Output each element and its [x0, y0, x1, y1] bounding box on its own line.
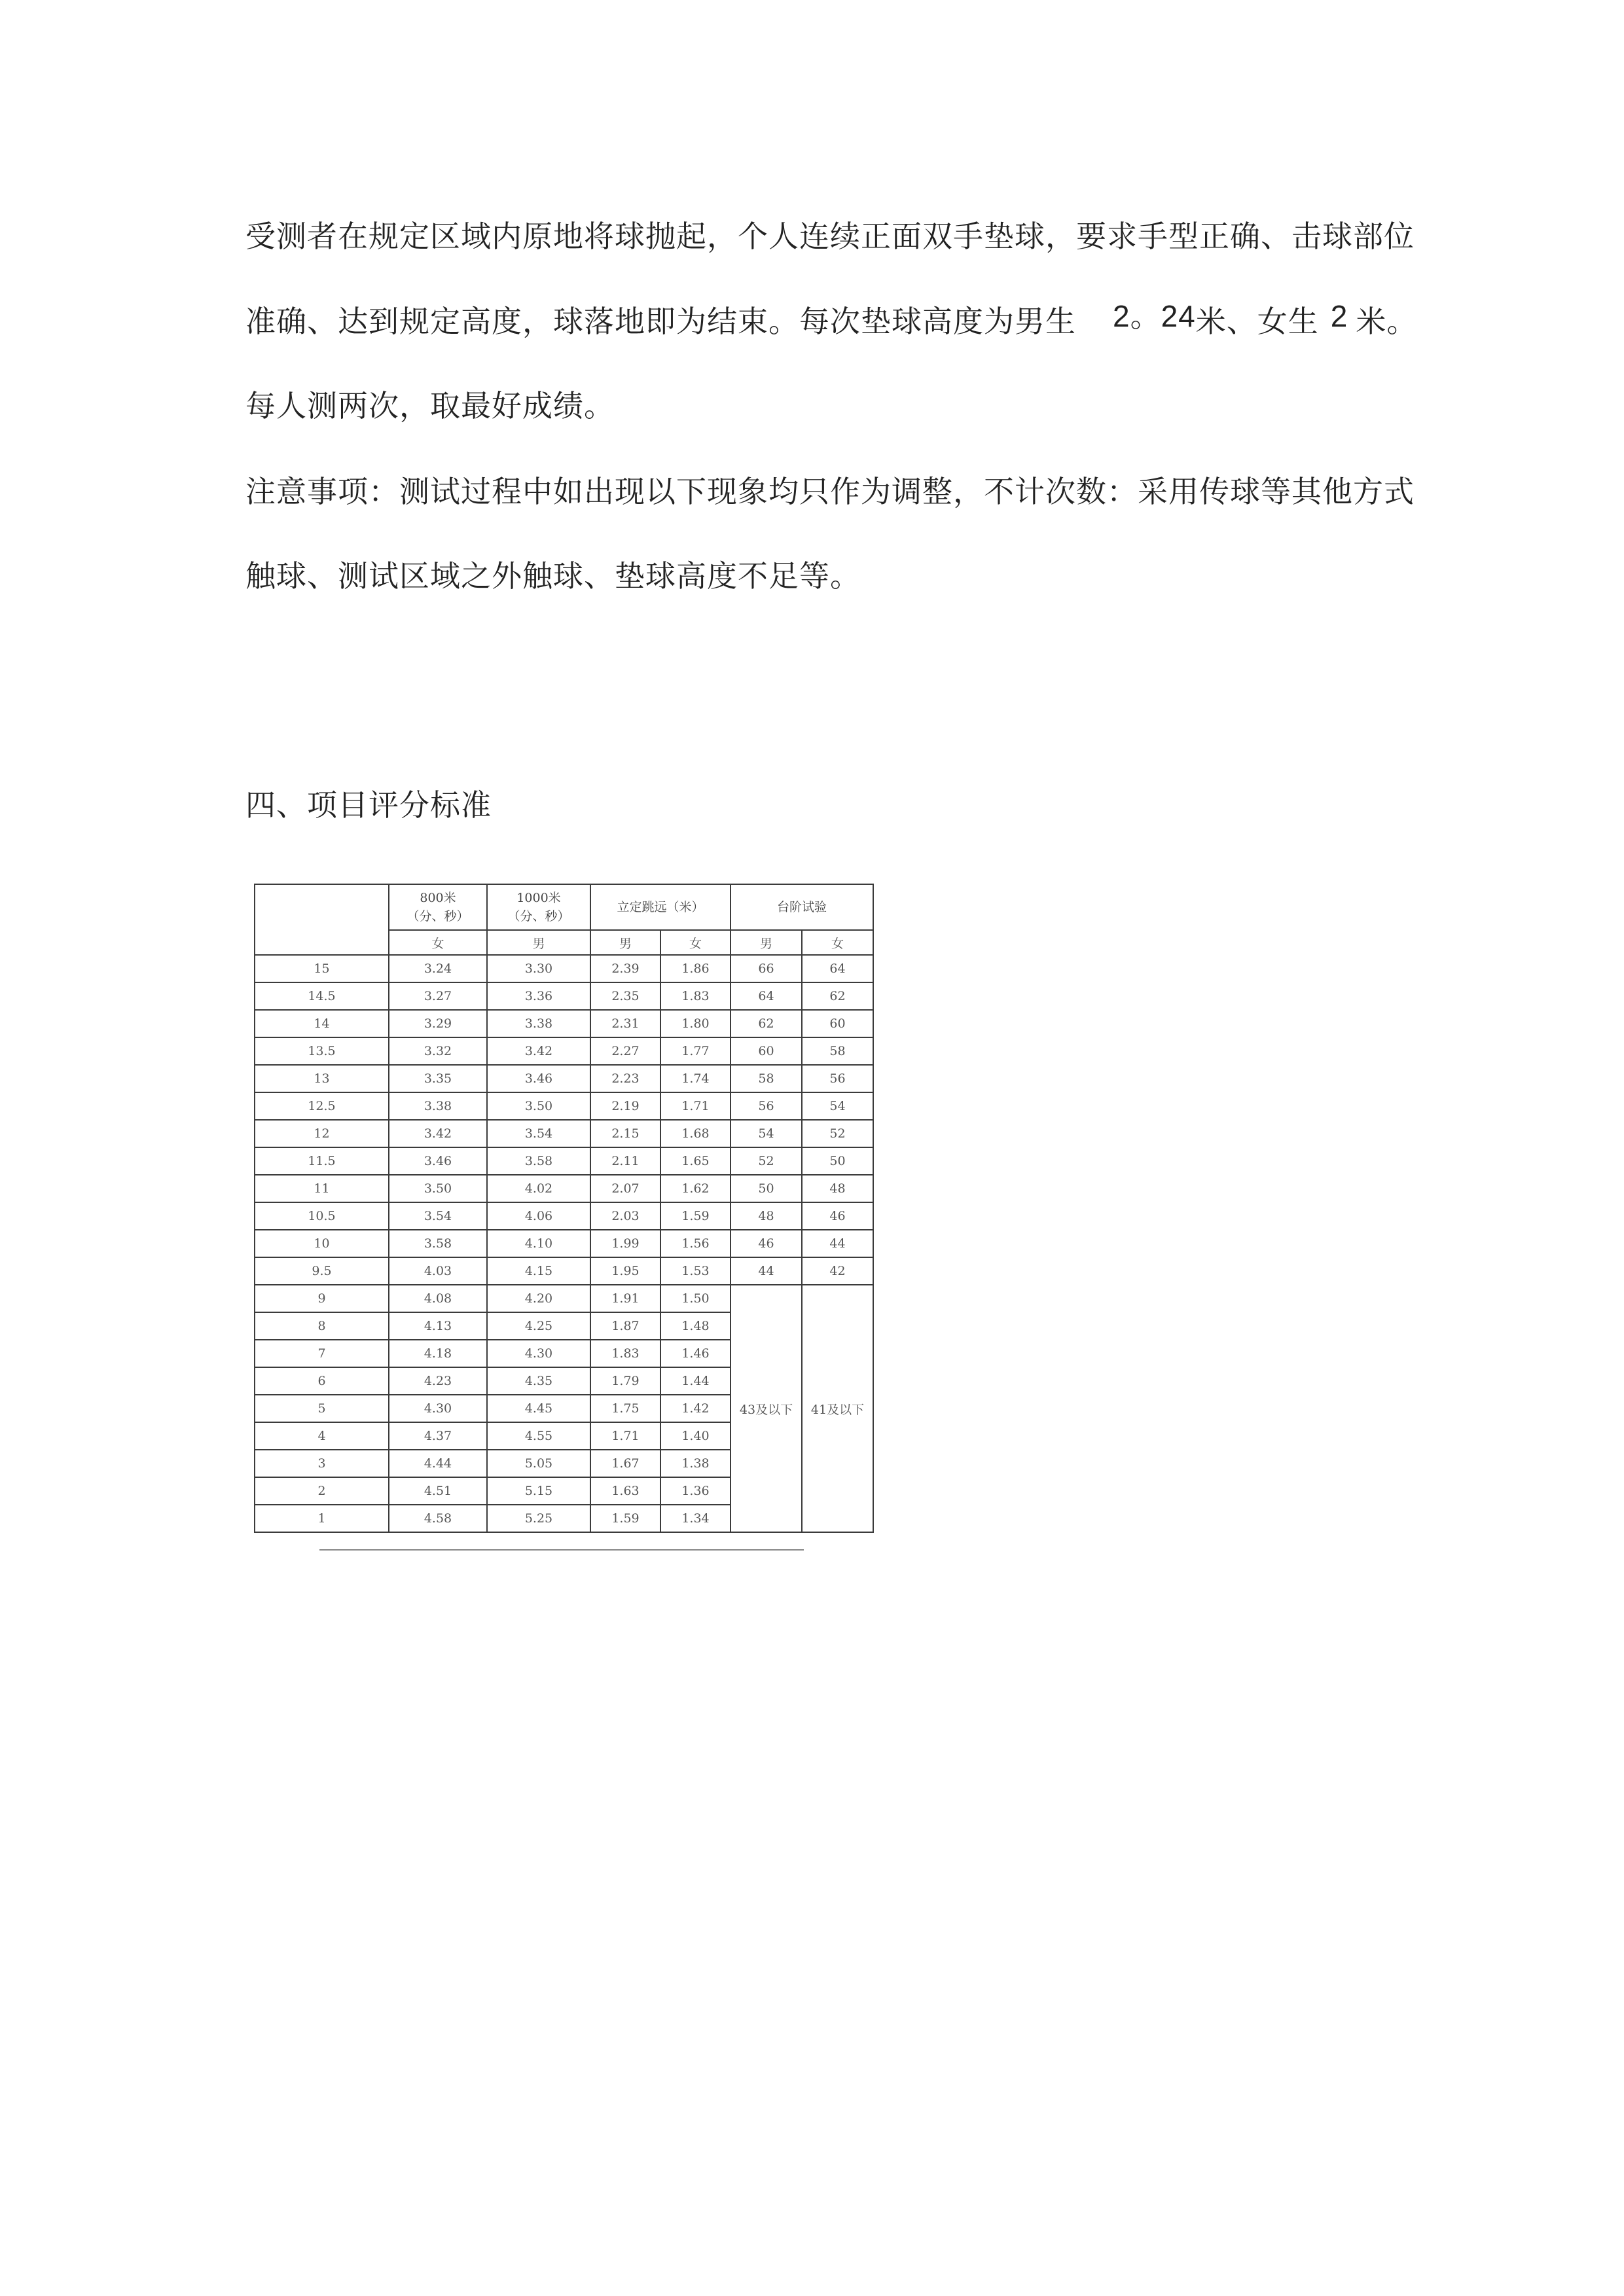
cell-step-male: 62 — [731, 1010, 802, 1037]
cell-step-male: 50 — [731, 1175, 802, 1202]
cell-jump-female: 1.38 — [660, 1450, 731, 1477]
cell-jump-male: 1.59 — [590, 1505, 660, 1532]
cell-step-female: 64 — [802, 955, 873, 982]
table-bottom-line — [319, 1549, 804, 1551]
cell-score: 3 — [255, 1450, 389, 1477]
cell-run1000-male: 4.15 — [487, 1257, 590, 1285]
cell-jump-female: 1.48 — [660, 1312, 731, 1340]
cell-jump-female: 1.40 — [660, 1422, 731, 1450]
cell-jump-female: 1.53 — [660, 1257, 731, 1285]
cell-run1000-male: 3.46 — [487, 1065, 590, 1092]
cell-run1000-male: 4.30 — [487, 1340, 590, 1367]
subheader-jump-female: 女 — [660, 930, 731, 955]
header-1000m-unit: （分、秒） — [507, 909, 570, 924]
cell-jump-male: 1.87 — [590, 1312, 660, 1340]
cell-step-male: 60 — [731, 1037, 802, 1065]
cell-jump-female: 1.34 — [660, 1505, 731, 1532]
cell-step-male: 44 — [731, 1257, 802, 1285]
cell-run800-female: 4.13 — [389, 1312, 487, 1340]
cell-jump-male: 1.63 — [590, 1477, 660, 1505]
cell-run1000-male: 5.05 — [487, 1450, 590, 1477]
paragraph-line-2 — [245, 298, 1418, 341]
paragraph-line-2-end: 米。 — [1356, 304, 1418, 339]
cell-jump-male: 2.15 — [590, 1120, 660, 1147]
cell-jump-male: 1.99 — [590, 1230, 660, 1257]
cell-score: 1 — [255, 1505, 389, 1532]
cell-jump-male: 2.11 — [590, 1147, 660, 1175]
cell-run1000-male: 4.25 — [487, 1312, 590, 1340]
table-row — [255, 1230, 873, 1257]
cell-step-male: 64 — [731, 982, 802, 1010]
cell-run1000-male: 3.50 — [487, 1092, 590, 1120]
cell-run1000-male: 4.45 — [487, 1395, 590, 1422]
cell-jump-male: 2.07 — [590, 1175, 660, 1202]
female-height: 2 — [1330, 299, 1348, 333]
table-row — [255, 1285, 873, 1312]
header-1000m — [487, 884, 590, 930]
scoring-table — [254, 884, 874, 1533]
scoring-table-image — [247, 877, 931, 1545]
cell-jump-male: 1.95 — [590, 1257, 660, 1285]
cell-jump-female: 1.62 — [660, 1175, 731, 1202]
cell-score: 13 — [255, 1065, 389, 1092]
cell-score: 11.5 — [255, 1147, 389, 1175]
cell-jump-female: 1.71 — [660, 1092, 731, 1120]
cell-score: 8 — [255, 1312, 389, 1340]
subheader-jump-male: 男 — [590, 930, 660, 955]
cell-run1000-male: 3.30 — [487, 955, 590, 982]
cell-jump-female: 1.80 — [660, 1010, 731, 1037]
cell-score: 13.5 — [255, 1037, 389, 1065]
cell-score: 9.5 — [255, 1257, 389, 1285]
cell-jump-female: 1.46 — [660, 1340, 731, 1367]
cell-jump-female: 1.83 — [660, 982, 731, 1010]
cell-jump-female: 1.59 — [660, 1202, 731, 1230]
note-line-2: 触球、测试区域之外触球、垫球高度不足等。 — [245, 558, 861, 594]
cell-jump-male: 1.67 — [590, 1450, 660, 1477]
cell-jump-male: 2.27 — [590, 1037, 660, 1065]
cell-run1000-male: 5.15 — [487, 1477, 590, 1505]
cell-jump-female: 1.68 — [660, 1120, 731, 1147]
cell-score: 9 — [255, 1285, 389, 1312]
cell-run800-female: 4.44 — [389, 1450, 487, 1477]
table-row — [255, 1147, 873, 1175]
cell-step-female: 46 — [802, 1202, 873, 1230]
cell-step-male: 54 — [731, 1120, 802, 1147]
cell-step-male: 52 — [731, 1147, 802, 1175]
cell-run800-female: 3.24 — [389, 955, 487, 982]
cell-score: 11 — [255, 1175, 389, 1202]
cell-jump-male: 1.75 — [590, 1395, 660, 1422]
cell-step-male: 58 — [731, 1065, 802, 1092]
step-female-below-cell: 41及以下 — [802, 1285, 873, 1532]
subheader-step-male: 男 — [731, 930, 802, 955]
table-row — [255, 982, 873, 1010]
table-row — [255, 955, 873, 982]
cell-jump-female: 1.36 — [660, 1477, 731, 1505]
cell-score: 14.5 — [255, 982, 389, 1010]
cell-run1000-male: 4.55 — [487, 1422, 590, 1450]
table-row — [255, 1257, 873, 1285]
cell-jump-male: 1.83 — [590, 1340, 660, 1367]
cell-run800-female: 4.58 — [389, 1505, 487, 1532]
cell-run1000-male: 3.38 — [487, 1010, 590, 1037]
cell-score: 12 — [255, 1120, 389, 1147]
cell-run800-female: 4.03 — [389, 1257, 487, 1285]
cell-run800-female: 3.50 — [389, 1175, 487, 1202]
paragraph-line-2-text: 准确、达到规定高度，球落地即为结束。每次垫球高度为男生 — [245, 304, 1076, 339]
table-row — [255, 1202, 873, 1230]
cell-score: 5 — [255, 1395, 389, 1422]
cell-run800-female: 4.30 — [389, 1395, 487, 1422]
header-800m-label: 800米 — [420, 891, 456, 905]
subheader-male: 男 — [487, 930, 590, 955]
cell-run1000-male: 3.42 — [487, 1037, 590, 1065]
cell-jump-male: 2.23 — [590, 1065, 660, 1092]
cell-score: 12.5 — [255, 1092, 389, 1120]
table-row — [255, 1037, 873, 1065]
cell-step-female: 42 — [802, 1257, 873, 1285]
cell-step-male: 48 — [731, 1202, 802, 1230]
table-row — [255, 1175, 873, 1202]
note-line-1: 注意事项：测试过程中如出现以下现象均只作为调整，不计次数：采用传球等其他方式 — [245, 474, 1415, 509]
cell-score: 10 — [255, 1230, 389, 1257]
cell-run1000-male: 4.10 — [487, 1230, 590, 1257]
cell-step-female: 54 — [802, 1092, 873, 1120]
cell-jump-female: 1.42 — [660, 1395, 731, 1422]
paragraph-line-3: 每人测两次，取最好成绩。 — [245, 388, 615, 423]
cell-run1000-male: 3.36 — [487, 982, 590, 1010]
table-row — [255, 1120, 873, 1147]
male-height-int: 2 — [1113, 299, 1130, 333]
cell-run800-female: 3.42 — [389, 1120, 487, 1147]
cell-run1000-male: 4.20 — [487, 1285, 590, 1312]
score-header-cell — [255, 884, 389, 955]
cell-jump-male: 1.91 — [590, 1285, 660, 1312]
header-800m-unit: （分、秒） — [406, 909, 469, 924]
table-row — [255, 1092, 873, 1120]
cell-step-female: 58 — [802, 1037, 873, 1065]
header-1000m-label: 1000米 — [516, 891, 561, 905]
cell-run800-female: 4.37 — [389, 1422, 487, 1450]
cell-run800-female: 4.08 — [389, 1285, 487, 1312]
cell-run800-female: 3.35 — [389, 1065, 487, 1092]
cell-jump-male: 2.31 — [590, 1010, 660, 1037]
cell-run1000-male: 4.02 — [487, 1175, 590, 1202]
section-title: 四、项目评分标准 — [245, 787, 492, 823]
cell-jump-male: 2.19 — [590, 1092, 660, 1120]
cell-run800-female: 3.27 — [389, 982, 487, 1010]
cell-score: 15 — [255, 955, 389, 982]
cell-run800-female: 3.58 — [389, 1230, 487, 1257]
cell-step-female: 62 — [802, 982, 873, 1010]
header-800m — [389, 884, 487, 930]
cell-run800-female: 4.18 — [389, 1340, 487, 1367]
cell-score: 7 — [255, 1340, 389, 1367]
cell-jump-female: 1.86 — [660, 955, 731, 982]
cell-jump-male: 1.71 — [590, 1422, 660, 1450]
cell-run1000-male: 4.06 — [487, 1202, 590, 1230]
table-row — [255, 1010, 873, 1037]
cell-score: 6 — [255, 1367, 389, 1395]
header-standing-jump: 立定跳远（米） — [590, 884, 731, 930]
cell-jump-female: 1.77 — [660, 1037, 731, 1065]
step-male-below-cell: 43及以下 — [731, 1285, 802, 1532]
cell-jump-female: 1.74 — [660, 1065, 731, 1092]
cell-step-female: 60 — [802, 1010, 873, 1037]
cell-score: 2 — [255, 1477, 389, 1505]
cell-step-female: 50 — [802, 1147, 873, 1175]
cell-run1000-male: 3.58 — [487, 1147, 590, 1175]
cell-run800-female: 4.23 — [389, 1367, 487, 1395]
cell-run800-female: 4.51 — [389, 1477, 487, 1505]
paragraph-line-2-female-text: 米、女生 — [1195, 304, 1319, 339]
cell-jump-male: 1.79 — [590, 1367, 660, 1395]
cell-jump-male: 2.03 — [590, 1202, 660, 1230]
decimal-separator: 。 — [1130, 298, 1161, 334]
cell-run1000-male: 3.54 — [487, 1120, 590, 1147]
table-row — [255, 1065, 873, 1092]
cell-step-male: 66 — [731, 955, 802, 982]
cell-run800-female: 3.46 — [389, 1147, 487, 1175]
cell-run800-female: 3.38 — [389, 1092, 487, 1120]
cell-step-female: 44 — [802, 1230, 873, 1257]
cell-jump-female: 1.65 — [660, 1147, 731, 1175]
cell-run800-female: 3.32 — [389, 1037, 487, 1065]
cell-score: 14 — [255, 1010, 389, 1037]
cell-step-male: 56 — [731, 1092, 802, 1120]
cell-run800-female: 3.29 — [389, 1010, 487, 1037]
subheader-step-female: 女 — [802, 930, 873, 955]
cell-jump-male: 2.39 — [590, 955, 660, 982]
header-step-test: 台阶试验 — [731, 884, 873, 930]
cell-run1000-male: 5.25 — [487, 1505, 590, 1532]
cell-jump-female: 1.56 — [660, 1230, 731, 1257]
cell-step-female: 52 — [802, 1120, 873, 1147]
male-height-dec: 24 — [1161, 299, 1196, 333]
cell-jump-female: 1.44 — [660, 1367, 731, 1395]
cell-step-female: 48 — [802, 1175, 873, 1202]
cell-jump-female: 1.50 — [660, 1285, 731, 1312]
cell-score: 10.5 — [255, 1202, 389, 1230]
cell-step-female: 56 — [802, 1065, 873, 1092]
cell-run800-female: 3.54 — [389, 1202, 487, 1230]
table-header-row — [255, 884, 873, 930]
cell-step-male: 46 — [731, 1230, 802, 1257]
cell-score: 4 — [255, 1422, 389, 1450]
subheader-female: 女 — [389, 930, 487, 955]
cell-run1000-male: 4.35 — [487, 1367, 590, 1395]
cell-jump-male: 2.35 — [590, 982, 660, 1010]
paragraph-line-1: 受测者在规定区域内原地将球抛起，个人连续正面双手垫球，要求手型正确、击球部位 — [245, 219, 1415, 254]
